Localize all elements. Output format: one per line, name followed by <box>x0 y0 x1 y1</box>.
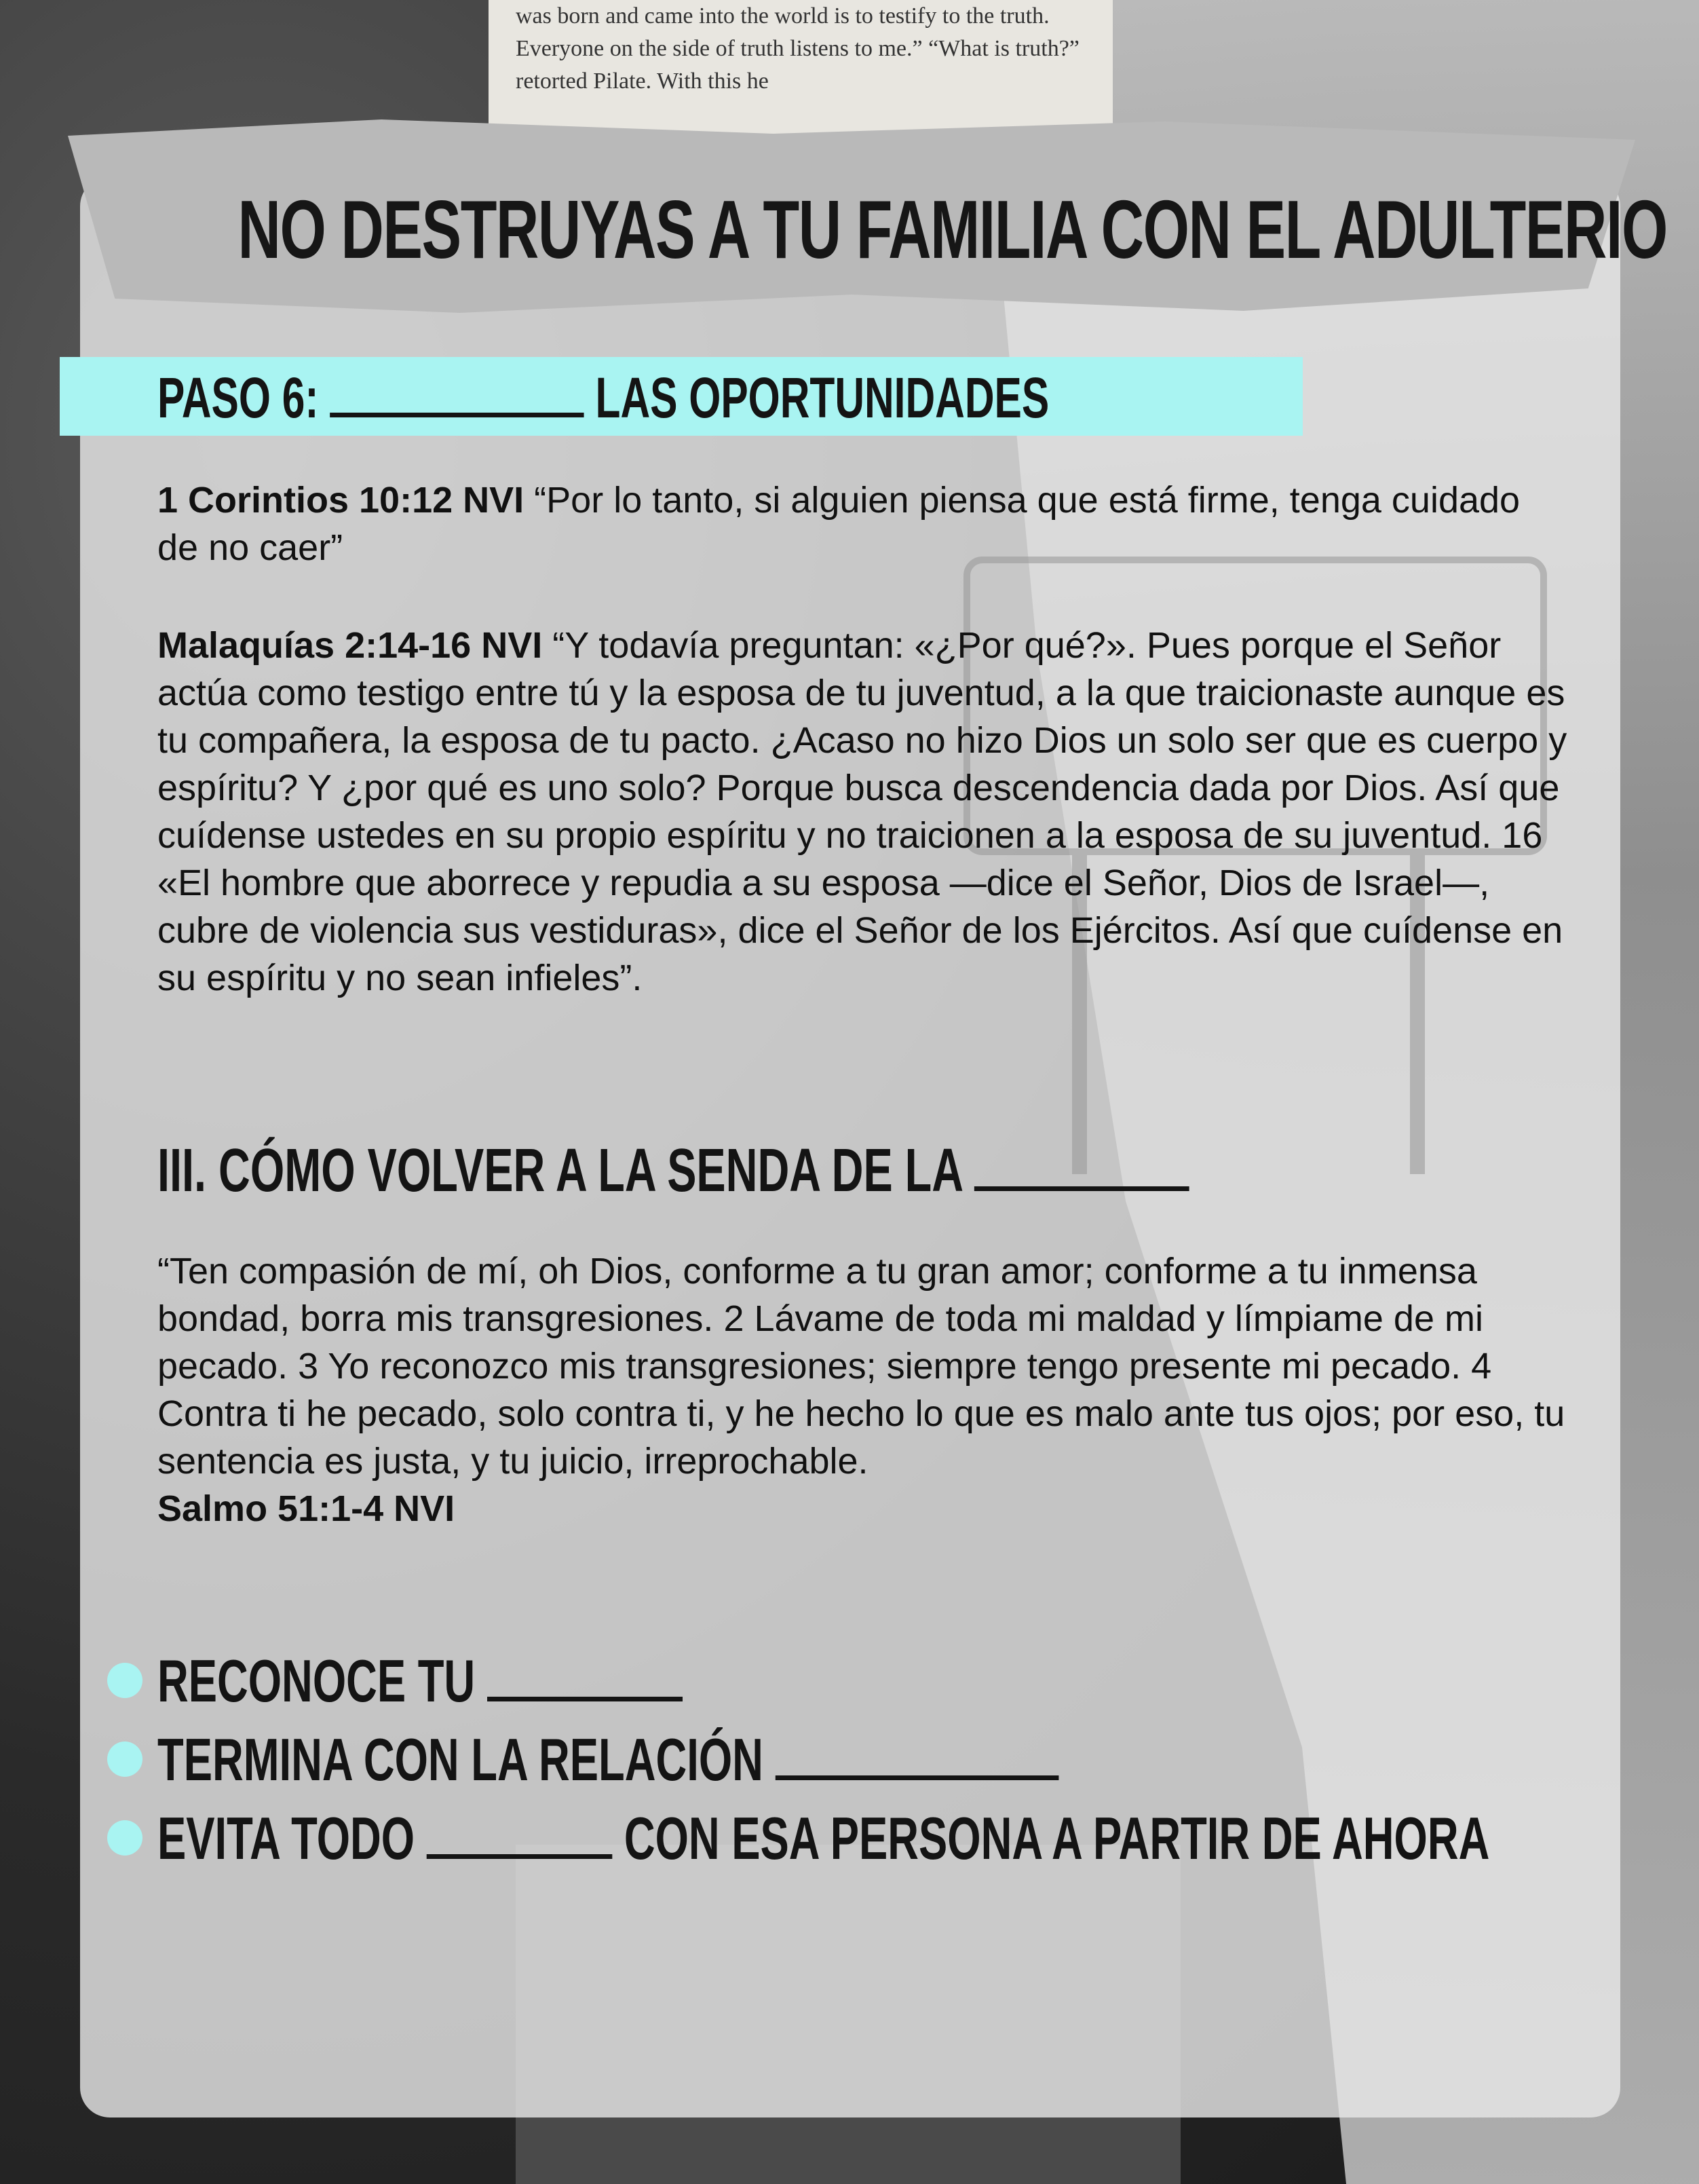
bullet-blank <box>427 1807 613 1859</box>
verse-text: “Por lo tanto, si alguien piensa que está firme, tenga cuidado de no caer” <box>157 480 1521 568</box>
page-title: NO DESTRUYAS A TU FAMILIA CON EL ADULTERIO <box>237 183 1667 276</box>
verse-reference: Malaquías 2:14-16 NVI <box>157 625 543 666</box>
bullet-text: EVITA TODO CON ESA PERSONA A PARTIR DE AHORA <box>157 1805 1490 1872</box>
verse-malaquias <box>157 622 1569 1002</box>
section-heading <box>157 1133 1189 1208</box>
psalm-reference: Salmo 51:1-4 NVI <box>157 1488 455 1529</box>
section-heading-text: III. CÓMO VOLVER A LA SENDA DE LA <box>157 1137 962 1205</box>
bullet-dot-icon <box>107 1741 142 1777</box>
bullet-blank <box>487 1649 683 1701</box>
section-heading-blank <box>974 1137 1189 1191</box>
verse-reference: 1 Corintios 10:12 NVI <box>157 480 524 521</box>
background-newspaper-clip: was born and came into the world is to testify to the truth. Everyone on the side of truth listens to me.” “What is truth?” retorted Pilate. With this he <box>489 0 1113 136</box>
paso-suffix: LAS OPORTUNIDADES <box>595 366 1050 430</box>
verse-text: “Y todavía preguntan: «¿Por qué?». Pues porque el Señor actúa como testigo entre tú y la esposa de tu juventud, a la que traicionaste aunque es tu compañera, la esposa de tu pacto. ¿Acaso no hizo Dios un solo ser que es cuerpo y espíritu? Y ¿por qué es uno solo? Porque busca descendencia dada por Dios. Así que cuídense ustedes en su propio espíritu y no traicionen a la esposa de su juventud. 16 «El hombre que aborrece y repudia a su esposa —dice el Señor, Dios de Israel—, cubre de violencia sus vestiduras», dice el Señor de los Ejércitos. Así que cuídense en su espíritu y no sean infieles”. <box>157 625 1567 998</box>
bullet-text: RECONOCE TU <box>157 1645 683 1717</box>
paso-blank <box>330 367 584 417</box>
bullet-dot-icon <box>107 1820 142 1856</box>
bullet-blank <box>775 1728 1058 1780</box>
psalm-quote-text: “Ten compasión de mí, oh Dios, conforme a tu gran amor; conforme a tu inmensa bondad, borra mis transgresiones. 2 Lávame de toda mi maldad y límpiame de mi pecado. 3 Yo reconozco mis transgresiones; siempre tengo presente mi pecado. 4 Contra ti he pecado, solo contra ti, y he hecho lo que es malo ante tus ojos; por eso, tu sentencia es justa, y tu juicio, irreprochable. <box>157 1251 1565 1482</box>
psalm-quote <box>157 1247 1569 1532</box>
paso-prefix: PASO 6: <box>157 366 319 430</box>
bullet-dot-icon <box>107 1663 142 1698</box>
verse-corintios <box>157 476 1569 571</box>
paso-heading <box>157 364 1049 432</box>
bullet-text: TERMINA CON LA RELACIÓN <box>157 1724 1058 1796</box>
